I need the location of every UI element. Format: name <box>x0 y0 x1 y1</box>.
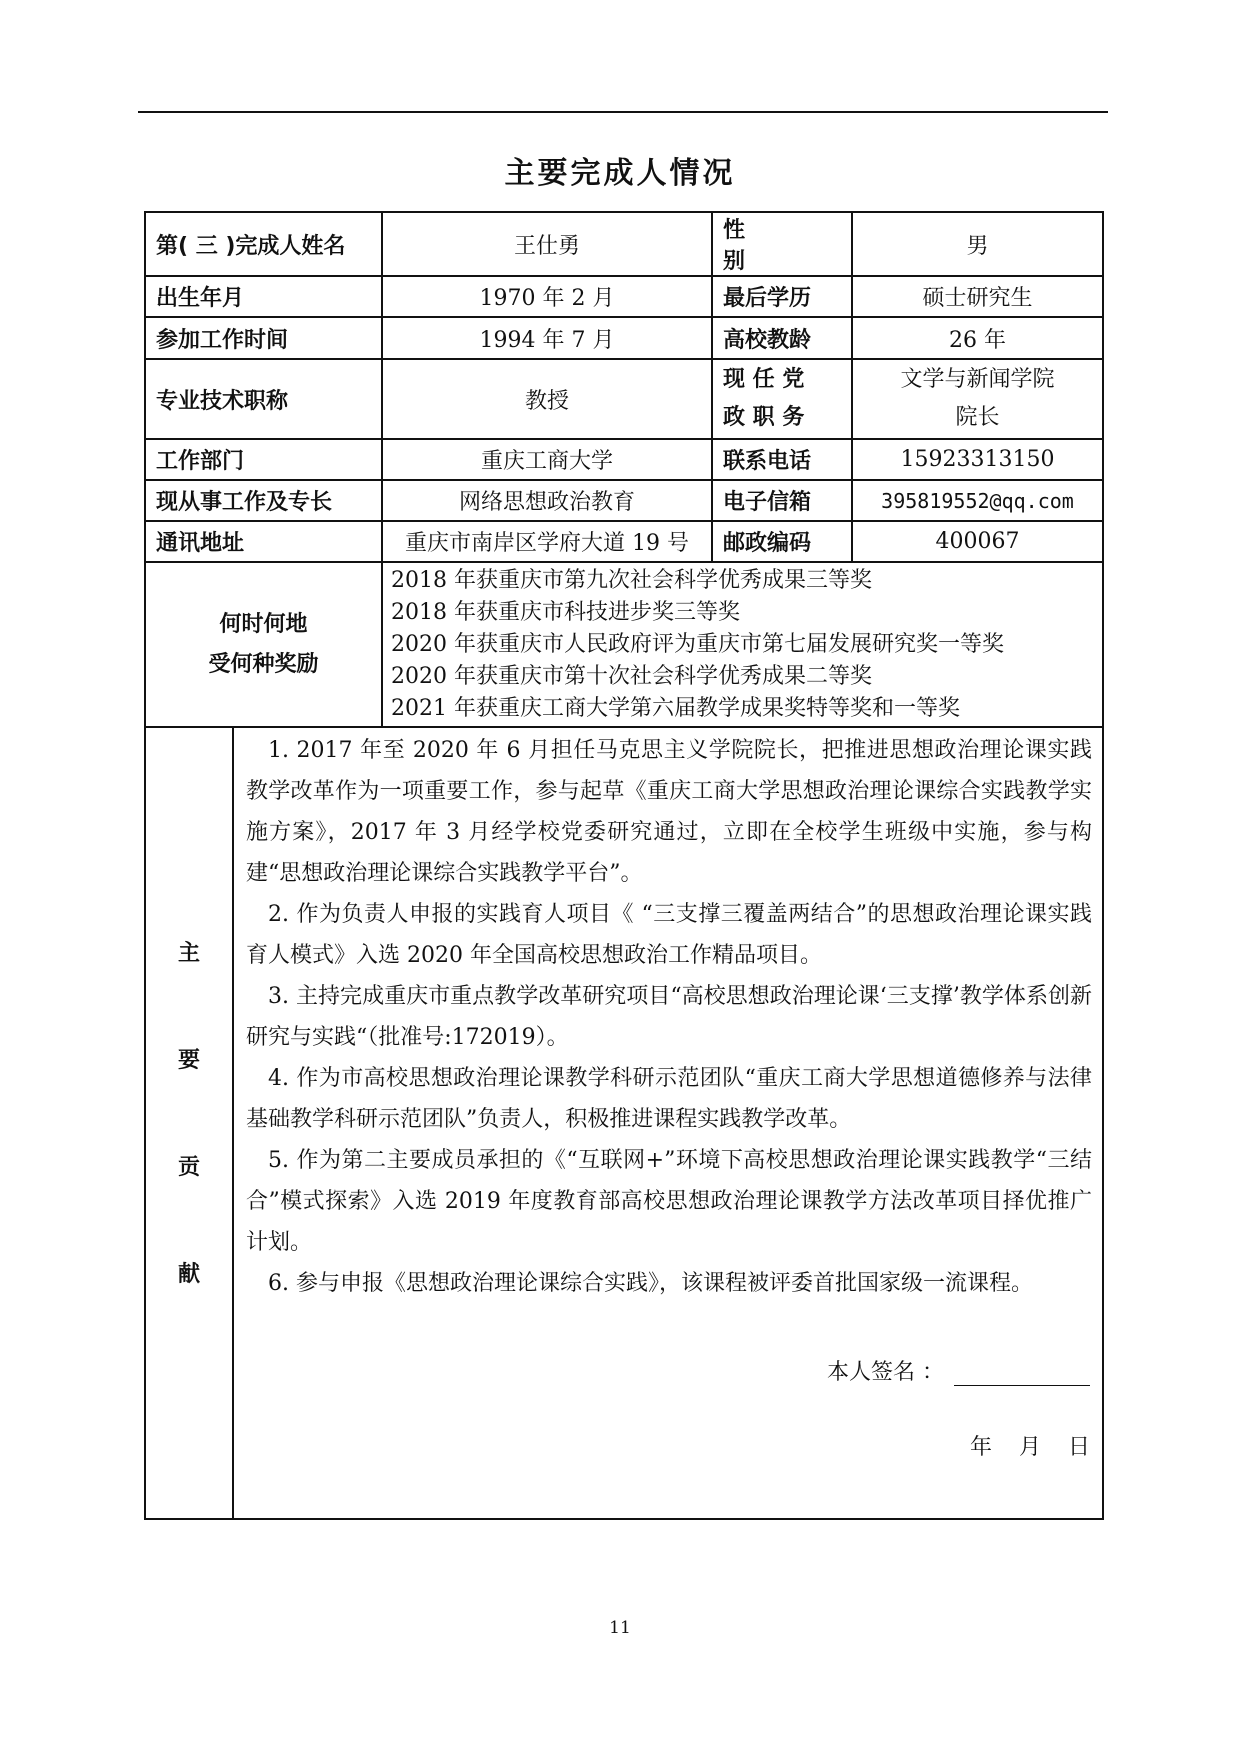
contribution-paragraph: 3. 主持完成重庆市重点教学改革研究项目“高校思想政治理论课‘三支撑’教学体系创新研究与实践“（批准号:172019）。 <box>246 984 1092 1050</box>
signature-row <box>827 1355 1090 1386</box>
work-start-value: 1994 年 7 月 <box>382 317 712 359</box>
awards-label <box>145 562 382 727</box>
date-row: 年 月 日 <box>970 1435 1090 1460</box>
page-title: 主要完成人情况 <box>504 156 736 191</box>
awards-label-line1: 何时何地 <box>219 611 308 637</box>
award-item: 2020 年获重庆市人民政府评为重庆市第七届发展研究奖一等奖 <box>391 631 1004 657</box>
department-label: 工作部门 <box>145 439 382 480</box>
award-item: 2021 年获重庆工商大学第六届教学成果奖特等奖和一等奖 <box>391 695 960 721</box>
contribution-paragraph: 1. 2017 年至 2020 年 6 月担任马克思主义学院院长，把推进思想政治理论课实践教学改革作为一项重要工作，参与起草《重庆工商大学思想政治理论课综合实践教学实施方案》，2017 年 3 月经学校党委研究通过，立即在全校学生班级中实施，参与构建“思想政治理论课综合实践教学平台”。 <box>246 738 1092 886</box>
position-value <box>852 359 1103 439</box>
education-label: 最后学历 <box>712 276 852 317</box>
award-item: 2018 年获重庆市第九次社会科学优秀成果三等奖 <box>391 567 872 593</box>
address-label: 通讯地址 <box>145 521 382 562</box>
contributions-label-char: 献 <box>177 1262 200 1287</box>
department-value: 重庆工商大学 <box>382 439 712 480</box>
contributions-section <box>145 727 1103 1519</box>
specialty-value: 网络思想政治教育 <box>382 480 712 521</box>
position-value-line2: 院长 <box>955 405 1000 430</box>
name-value: 王仕勇 <box>382 212 712 276</box>
signature-line <box>954 1363 1090 1386</box>
position-label-line2: 政 职 务 <box>723 405 805 430</box>
email-value: 395819552@qq.com <box>852 480 1103 521</box>
awards-list <box>382 562 1103 727</box>
contribution-paragraph: 4. 作为市高校思想政治理论课教学科研示范团队“重庆工商大学思想道德修养与法律基础教学科研示范团队”负责人，积极推进课程实践教学改革。 <box>246 1066 1092 1132</box>
contributions-label <box>146 728 234 1518</box>
award-item: 2020 年获重庆市第十次社会科学优秀成果二等奖 <box>391 663 872 689</box>
contributions-label-char: 贡 <box>177 1155 200 1180</box>
postcode-label: 邮政编码 <box>712 521 852 562</box>
work-start-label: 参加工作时间 <box>145 317 382 359</box>
signature-label: 本人签名 ： <box>827 1360 944 1385</box>
contributions-label-char: 主 <box>177 941 200 966</box>
contribution-paragraph: 5. 作为第二主要成员承担的《“互联网+”环境下高校思想政治理论课实践教学“三结合”模式探索》入选 2019 年度教育部高校思想政治理论课教学方法改革项目择优推广计划。 <box>246 1148 1092 1255</box>
award-item: 2018 年获重庆市科技进步奖三等奖 <box>391 599 740 625</box>
position-label <box>712 359 852 439</box>
name-label: 第( 三 )完成人姓名 <box>145 212 382 276</box>
teaching-years-label: 高校教龄 <box>712 317 852 359</box>
position-label-line1: 现 任 党 <box>723 367 805 392</box>
education-value: 硕士研究生 <box>852 276 1103 317</box>
gender-label <box>712 212 852 276</box>
teaching-years-value: 26 年 <box>852 317 1103 359</box>
contribution-paragraph: 6. 参与申报《思想政治理论课综合实践》，该课程被评委首批国家级一流课程。 <box>268 1271 1033 1296</box>
contributions-body <box>234 728 1102 1520</box>
phone-label: 联系电话 <box>712 439 852 480</box>
contribution-paragraph: 2. 作为负责人申报的实践育人项目《 “三支撑三覆盖两结合”的思想政治理论课实践育人模式》入选 2020 年全国高校思想政治工作精品项目。 <box>246 902 1092 968</box>
gender-value: 男 <box>852 212 1103 276</box>
phone-value: 15923313150 <box>852 439 1103 480</box>
specialty-label: 现从事工作及专长 <box>145 480 382 521</box>
title-value: 教授 <box>382 359 712 439</box>
gender-label-text: 性 别 <box>723 218 848 274</box>
page-number: 11 <box>609 1618 631 1638</box>
postcode-value: 400067 <box>852 521 1103 562</box>
position-value-line1: 文学与新闻学院 <box>900 367 1055 392</box>
awards-label-line2: 受何种奖励 <box>208 651 319 677</box>
birth-label: 出生年月 <box>145 276 382 317</box>
address-value: 重庆市南岸区学府大道 19 号 <box>382 521 712 562</box>
contributions-label-char: 要 <box>177 1048 200 1073</box>
header-rule <box>138 111 1108 113</box>
email-label: 电子信箱 <box>712 480 852 521</box>
completer-info-table <box>144 211 1104 1520</box>
title-label: 专业技术职称 <box>145 359 382 439</box>
birth-value: 1970 年 2 月 <box>382 276 712 317</box>
